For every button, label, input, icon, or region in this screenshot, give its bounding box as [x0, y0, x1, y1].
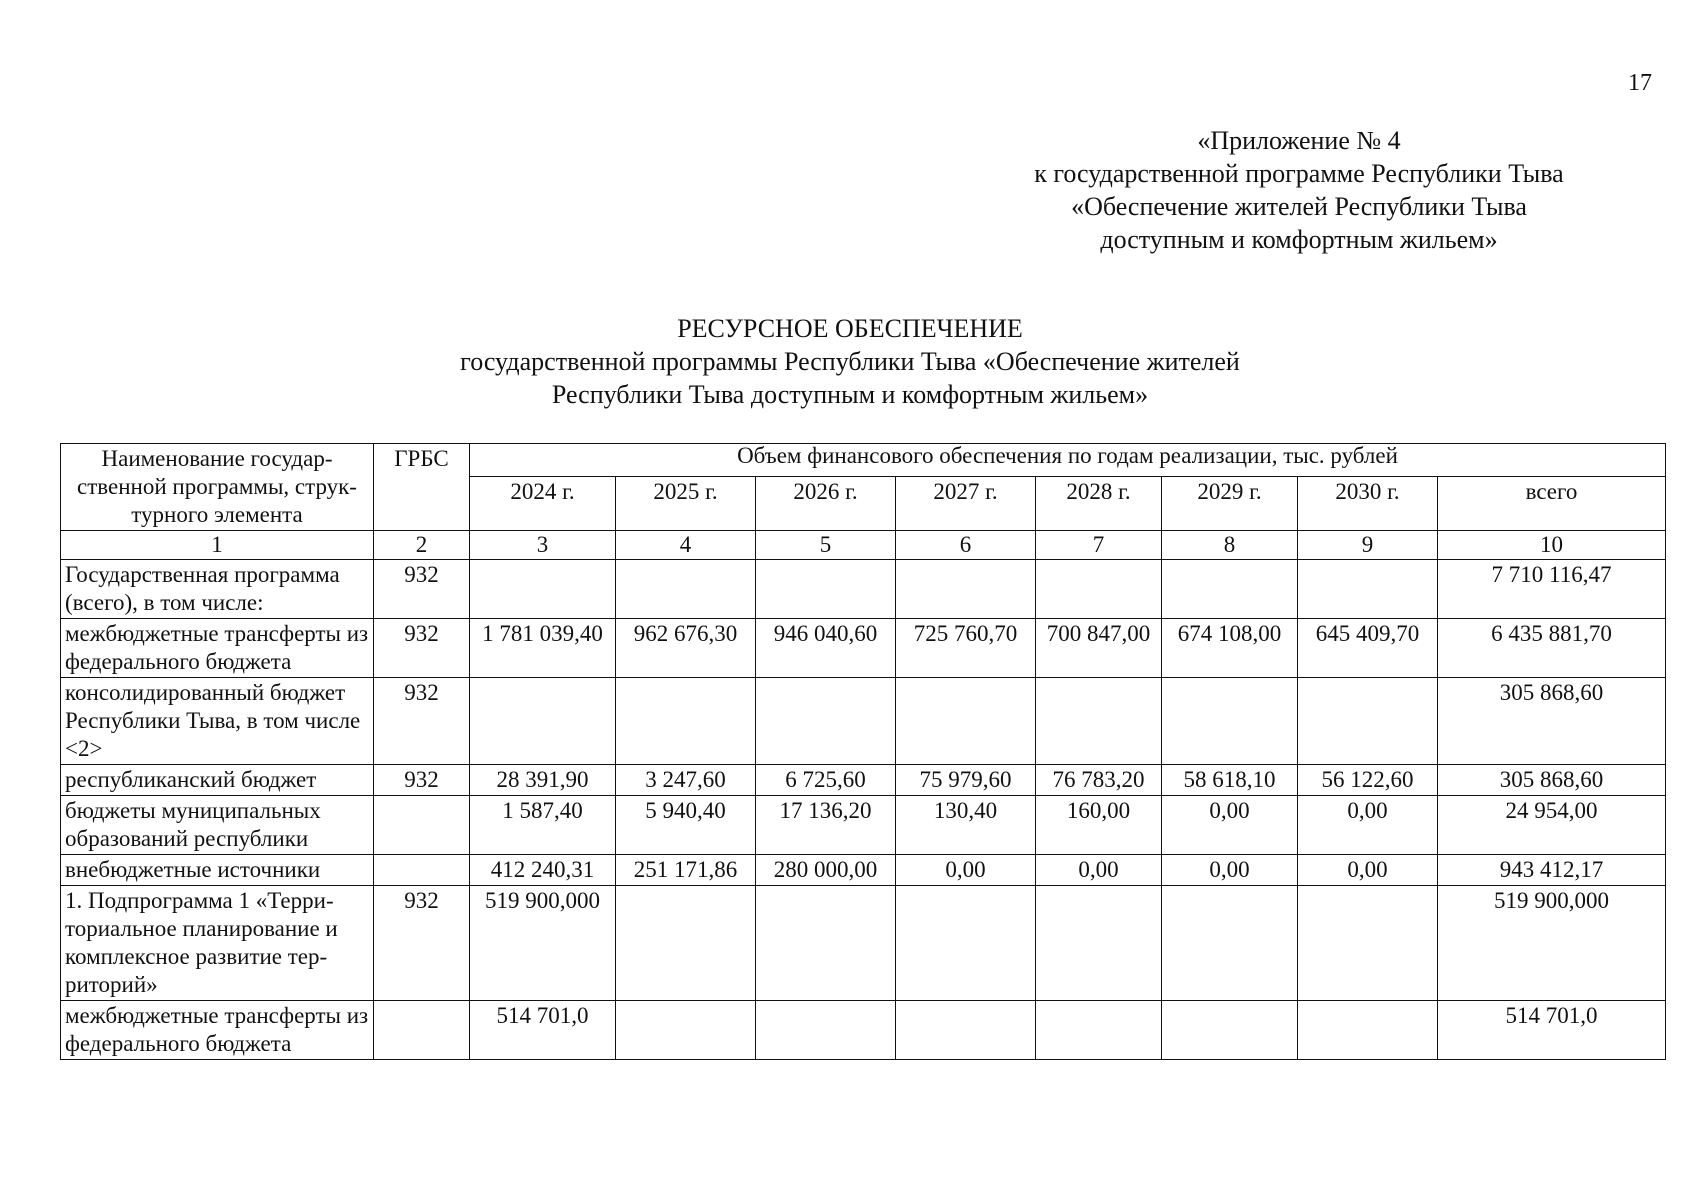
row-grbs-cell	[374, 1001, 470, 1060]
row-total-cell: 7 710 116,47	[1438, 560, 1666, 619]
table-row	[61, 855, 1666, 886]
row-value-cell	[616, 678, 756, 765]
title-line: государственной программы Республики Тыва «Обеспечение жителей	[460, 347, 1240, 376]
row-value-cell	[896, 886, 1036, 1001]
row-value-cell	[756, 1001, 896, 1060]
table-row	[61, 678, 1666, 765]
row-value-cell: 280 000,00	[756, 855, 896, 886]
row-value-cell: 6 725,60	[756, 765, 896, 796]
row-value-cell: 962 676,30	[616, 619, 756, 678]
row-value-cell	[1036, 560, 1162, 619]
row-value-cell	[896, 560, 1036, 619]
row-value-cell	[1162, 678, 1298, 765]
row-total-cell: 305 868,60	[1438, 678, 1666, 765]
header-year-cell: 2024 г.	[470, 477, 616, 531]
row-name-cell: внебюджетные источники	[61, 855, 374, 886]
row-value-cell: 130,40	[896, 796, 1036, 855]
row-value-cell: 56 122,60	[1298, 765, 1438, 796]
row-value-cell	[616, 560, 756, 619]
appendix-line: «Приложение № 4	[1197, 126, 1401, 155]
row-value-cell: 1 587,40	[470, 796, 616, 855]
row-value-cell	[1298, 886, 1438, 1001]
page-number: 17	[1628, 70, 1652, 96]
row-value-cell: 3 247,60	[616, 765, 756, 796]
header-row	[61, 444, 1666, 477]
row-value-cell: 0,00	[1162, 855, 1298, 886]
row-value-cell	[896, 678, 1036, 765]
appendix-line: доступным и комфортным жильем»	[1100, 225, 1498, 254]
row-value-cell: 725 760,70	[896, 619, 1036, 678]
row-name-cell: консолидированный бюджет Республики Тыва, в том числе <2>	[61, 678, 374, 765]
row-value-cell: 0,00	[1036, 855, 1162, 886]
row-total-cell: 943 412,17	[1438, 855, 1666, 886]
column-number-cell: 4	[616, 531, 756, 560]
row-value-cell: 0,00	[896, 855, 1036, 886]
row-grbs-cell	[374, 855, 470, 886]
row-grbs-cell: 932	[374, 619, 470, 678]
table-row	[61, 619, 1666, 678]
row-value-cell: 946 040,60	[756, 619, 896, 678]
row-value-cell: 5 940,40	[616, 796, 756, 855]
row-value-cell: 251 171,86	[616, 855, 756, 886]
row-name-cell: межбюджетные трансферты из федерального бюджета	[61, 1001, 374, 1060]
table-row	[61, 886, 1666, 1001]
column-number-cell: 2	[374, 531, 470, 560]
row-value-cell: 700 847,00	[1036, 619, 1162, 678]
appendix-line: к государственной программе Республики Тыва	[1034, 159, 1564, 188]
row-value-cell: 514 701,0	[470, 1001, 616, 1060]
column-number-cell: 1	[61, 531, 374, 560]
row-name-cell: межбюджетные трансферты из федерального бюджета	[61, 619, 374, 678]
row-value-cell: 58 618,10	[1162, 765, 1298, 796]
header-year-cell: 2028 г.	[1036, 477, 1162, 531]
row-value-cell: 28 391,90	[470, 765, 616, 796]
row-total-cell: 519 900,000	[1438, 886, 1666, 1001]
header-year-cell: 2025 г.	[616, 477, 756, 531]
table-row	[61, 560, 1666, 619]
row-name-cell: бюджеты муниципальных образований республики	[61, 796, 374, 855]
header-year-cell: 2027 г.	[896, 477, 1036, 531]
row-value-cell: 17 136,20	[756, 796, 896, 855]
header-total-cell: всего	[1438, 477, 1666, 531]
header-year-cell: 2026 г.	[756, 477, 896, 531]
title-line: Республики Тыва доступным и комфортным жильем»	[551, 380, 1149, 409]
header-grbs-cell: ГРБС	[374, 444, 470, 531]
row-value-cell	[756, 560, 896, 619]
column-number-cell: 8	[1162, 531, 1298, 560]
row-name-cell: республиканский бюджет	[61, 765, 374, 796]
column-number-cell: 10	[1438, 531, 1666, 560]
row-value-cell: 0,00	[1298, 796, 1438, 855]
row-grbs-cell: 932	[374, 886, 470, 1001]
column-number-cell: 7	[1036, 531, 1162, 560]
column-number-cell: 6	[896, 531, 1036, 560]
column-number-cell: 9	[1298, 531, 1438, 560]
row-name-cell: Государственная программа (всего), в том числе:	[61, 560, 374, 619]
row-value-cell: 1 781 039,40	[470, 619, 616, 678]
table-row	[61, 1001, 1666, 1060]
row-value-cell	[756, 886, 896, 1001]
row-value-cell	[470, 678, 616, 765]
document-title	[330, 312, 1370, 411]
row-value-cell: 645 409,70	[1298, 619, 1438, 678]
row-total-cell: 24 954,00	[1438, 796, 1666, 855]
column-number-cell: 3	[470, 531, 616, 560]
row-grbs-cell: 932	[374, 560, 470, 619]
row-value-cell: 76 783,20	[1036, 765, 1162, 796]
row-value-cell	[1036, 678, 1162, 765]
table-row	[61, 765, 1666, 796]
row-value-cell: 75 979,60	[896, 765, 1036, 796]
header-funding-cell: Объем финансового обеспечения по годам реализации, тыс. рублей	[470, 444, 1666, 477]
row-value-cell	[1036, 1001, 1162, 1060]
row-value-cell	[1162, 560, 1298, 619]
row-value-cell	[1036, 886, 1162, 1001]
header-name-cell: Наименование государ-ственной программы, струк-турного элемента	[61, 444, 374, 531]
appendix-caption	[959, 124, 1639, 256]
row-grbs-cell	[374, 796, 470, 855]
row-total-cell: 514 701,0	[1438, 1001, 1666, 1060]
row-value-cell	[470, 560, 616, 619]
row-value-cell: 0,00	[1298, 855, 1438, 886]
resource-table	[60, 443, 1666, 1060]
row-total-cell: 6 435 881,70	[1438, 619, 1666, 678]
header-year-cell: 2030 г.	[1298, 477, 1438, 531]
row-grbs-cell: 932	[374, 678, 470, 765]
row-value-cell	[1162, 1001, 1298, 1060]
row-value-cell	[1298, 560, 1438, 619]
column-number-cell: 5	[756, 531, 896, 560]
title-main: РЕСУРСНОЕ ОБЕСПЕЧЕНИЕ	[677, 314, 1023, 343]
row-value-cell: 0,00	[1162, 796, 1298, 855]
row-value-cell: 160,00	[1036, 796, 1162, 855]
row-name-cell: 1. Подпрограмма 1 «Терри-ториальное планирование и комплексное развитие тер-риторий»	[61, 886, 374, 1001]
row-value-cell	[756, 678, 896, 765]
row-grbs-cell: 932	[374, 765, 470, 796]
row-value-cell	[616, 1001, 756, 1060]
row-value-cell	[616, 886, 756, 1001]
row-value-cell: 519 900,000	[470, 886, 616, 1001]
header-year-cell: 2029 г.	[1162, 477, 1298, 531]
row-value-cell	[896, 1001, 1036, 1060]
row-value-cell: 674 108,00	[1162, 619, 1298, 678]
column-number-row	[61, 531, 1666, 560]
table-row	[61, 796, 1666, 855]
row-total-cell: 305 868,60	[1438, 765, 1666, 796]
row-value-cell: 412 240,31	[470, 855, 616, 886]
appendix-line: «Обеспечение жителей Республики Тыва	[1071, 192, 1527, 221]
row-value-cell	[1298, 678, 1438, 765]
row-value-cell	[1162, 886, 1298, 1001]
row-value-cell	[1298, 1001, 1438, 1060]
